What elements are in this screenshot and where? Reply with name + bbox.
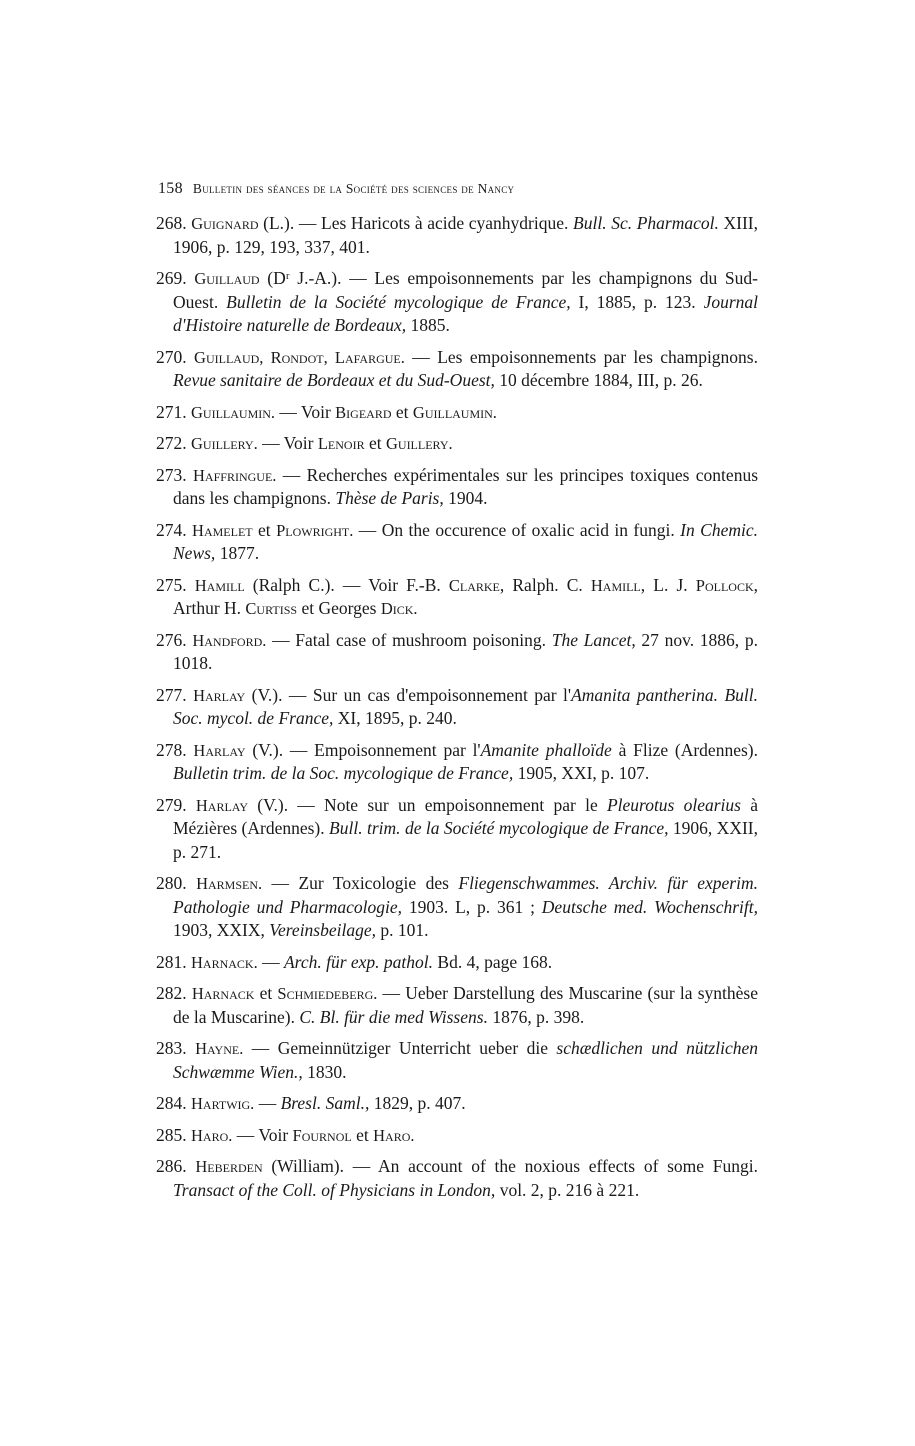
entry-number: 285. [156,1124,187,1145]
entry-text: — [254,1093,281,1113]
entry-number: 278. [156,739,187,760]
entry-text: 1906, XXII, p. 271. [173,818,758,862]
entry-author: Harlay [193,740,246,760]
entry-text: — [257,951,284,972]
entry-author: Hamelet [192,520,253,540]
entry-number: 284. [156,1093,187,1113]
entry-number: 268. [156,213,187,233]
entry-text: (William). — An account of the noxious effects of some Fungi. [262,1156,758,1176]
entry-text: — On the occurence of oxalic acid in fungi. [353,519,681,540]
entry-text: — Recherches expérimentales sur les principes toxiques contenus dans les champignons. [173,464,759,508]
entry-title: schædlichen und nützlichen Schwæmme Wien., [173,1038,759,1082]
entry-author: Haffringue. [193,465,277,485]
entry-title: Journal d'Histoire naturelle de Bordeaux, [173,291,759,335]
bibliography-entry [156,574,758,621]
entry-number: 272. [156,433,187,453]
bibliography-entry [156,1092,758,1116]
entry-number: 269. [156,268,187,288]
entry-text: à Mézières (Ardennes). [173,794,758,838]
entry-text: (Dʳ J.-A.). — Les empoisonnements par les champignons du Sud-Ouest. [173,268,758,312]
entry-title: C. Bl. für die med Wissens. [299,1006,488,1027]
entry-author: Lenoir [317,434,365,453]
entry-text: (Ralph C.). — Voir F.-B. [244,574,449,595]
entry-author: Harlay [195,795,249,815]
entry-number: 282. [156,983,187,1003]
entry-author: Guillery. [385,434,453,453]
entry-author: Curtiss [245,599,298,618]
entry-text: et [391,401,413,422]
entry-title: Deutsche med. Wochenschrift, [541,896,758,917]
entry-author: Guillaud [194,269,260,288]
entry-author: Guillaud, Rondot, Lafargue. [194,347,405,367]
entry-author: Harnack. [191,952,258,972]
entry-number: 270. [156,346,187,367]
entry-title: The Lancet, [551,629,636,650]
entry-title: Bulletin trim. de la Soc. mycologique de France, [173,763,514,783]
entry-title: Fliegenschwammes. Archiv. für experim. Pathologie und Pharmacologie, [173,873,758,917]
entry-author: Harlay [193,685,246,705]
entry-text: 1877. [215,543,260,563]
entry-text: , L. J. [640,574,696,595]
entry-text: 1905, XXI, p. 107. [513,763,650,783]
entry-title: In Chemic. News, [173,519,758,563]
entry-title: Transact of the Coll. of Physicians in London, [173,1179,496,1200]
bibliography-list [156,212,758,1210]
bibliography-entry [156,1155,758,1202]
entry-author: Haro. [191,1125,233,1145]
entry-number: 286. [156,1156,187,1176]
entry-title: Bulletin de la Société mycologique de France, [226,291,571,312]
entry-number: 275. [156,574,187,595]
bibliography-entry [156,212,758,259]
entry-number: 276. [156,629,187,650]
entry-number: 283. [156,1038,187,1058]
entry-author: Haro. [373,1125,415,1145]
entry-text: 27 nov. 1886, p. 1018. [173,629,759,673]
entry-author: Fournol [292,1125,352,1145]
entry-author: Clarke [448,575,500,595]
entry-number: 271. [156,401,187,422]
bibliography-entry [156,629,758,676]
entry-author: Hamill [194,575,245,595]
entry-text: p. 101. [376,920,429,940]
entry-author: Heberden [195,1157,263,1176]
entry-author: Guillaumin. [412,402,497,422]
bibliography-entry [156,464,758,511]
entry-author: Bigeard [335,402,392,422]
entry-author: Hartwig. [191,1094,255,1113]
entry-author: Pollock [695,575,754,595]
bibliography-entry [156,951,758,975]
entry-author: Dick. [380,599,418,618]
entry-text: (V.). — Sur un cas d'empoisonnement par l' [245,684,572,705]
entry-author: Hayne. [195,1039,244,1058]
entry-author: Plowright. [276,520,354,540]
entry-title: Thèse de Paris, [335,488,444,508]
entry-number: 274. [156,519,187,540]
entry-text: (L.). — Les Haricots à acide cyanhydrique. [258,213,574,233]
entry-text: — Voir [232,1124,293,1145]
bibliography-entry [156,1124,758,1148]
bibliography-entry [156,346,758,393]
entry-text: à Flize (Ardennes). [611,739,758,760]
entry-text: et [252,519,277,540]
entry-author: Handford. [192,630,267,650]
entry-text: — Voir [275,401,336,422]
running-title: Bulletin des séances de la Société des sciences de Nancy [192,181,515,196]
bibliography-entry [156,432,758,456]
entry-number: 277. [156,684,187,705]
entry-text: 1904. [443,488,488,508]
entry-text: et [351,1124,374,1145]
entry-text: et [254,983,278,1003]
entry-author: Guillaumin. [191,402,276,422]
entry-number: 279. [156,794,187,815]
entry-author: Harmsen. [196,874,263,893]
entry-text: — Voir [257,433,318,453]
entry-text: (V.). — Note sur un empoisonnement par le [248,794,607,815]
entry-text: I, 1885, p. 123. [570,291,704,312]
entry-number: 273. [156,464,187,485]
entry-text: — Gemeinnütziger Unterricht ueber die [243,1038,557,1058]
entry-number: 280. [156,873,187,893]
entry-text: 10 décembre 1884, III, p. 26. [494,370,703,390]
entry-author: Schmiedeberg. [277,984,378,1003]
entry-text: 1876, p. 398. [487,1006,585,1027]
bibliography-entry [156,684,758,731]
entry-text: , Ralph. C. [499,574,591,595]
entry-title: Bresl. Saml., [280,1093,370,1113]
entry-number: 281. [156,951,187,972]
entry-title: Arch. für exp. pathol. [283,951,434,972]
entry-text: — Les empoisonnements par les champignons. [404,346,758,367]
entry-text: XIII, 1906, p. 129, 193, 337, 401. [173,213,759,257]
bibliography-entry [156,519,758,566]
entry-text: Bd. 4, page 168. [433,951,553,972]
entry-author: Guillery. [191,434,258,453]
entry-text: , Arthur H. [173,574,758,618]
bibliography-entry [156,794,758,865]
entry-text: 1885. [406,315,450,335]
entry-text: et Georges [297,598,381,618]
entry-text: vol. 2, p. 216 à 221. [495,1179,640,1200]
bibliography-entry [156,1037,758,1084]
bibliography-entry [156,401,758,425]
entry-text: 1829, p. 407. [369,1093,466,1113]
entry-text: (V.). — Empoisonnement par l' [245,739,481,760]
entry-title: Bull. Sc. Pharmacol. [573,213,719,233]
entry-author: Guignard [191,214,259,233]
running-head [158,180,758,198]
bibliography-entry [156,267,758,338]
entry-text: — Zur Toxicologie des [262,873,459,893]
entry-title: Pleurotus olearius [606,794,741,815]
entry-text: 1830. [302,1061,347,1082]
entry-text: XI, 1895, p. 240. [333,708,457,728]
entry-text: 1903, XXIX, [173,920,270,940]
page-number: 158 [158,180,183,197]
entry-title: Amanite phalloïde [480,739,612,760]
bibliography-entry [156,982,758,1029]
entry-title: Revue sanitaire de Bordeaux et du Sud-Ouest, [173,370,495,390]
entry-text: et [364,433,386,453]
entry-title: Bull. trim. de la Société mycologique de France, [329,818,669,838]
entry-text: 1903. L, p. 361 ; [402,896,542,917]
bibliography-entry [156,872,758,943]
entry-title: Vereinsbeilage, [269,920,377,940]
entry-author: Harnack [191,984,255,1003]
entry-text: — Ueber Darstellung des Muscarine (sur la synthèse de la Muscarine). [173,983,759,1027]
entry-author: Hamill [590,575,641,595]
entry-text: — Fatal case of mushroom poisoning. [266,629,552,650]
bibliography-entry [156,739,758,786]
entry-title: Amanita pantherina. Bull. Soc. mycol. de France, [173,684,758,728]
